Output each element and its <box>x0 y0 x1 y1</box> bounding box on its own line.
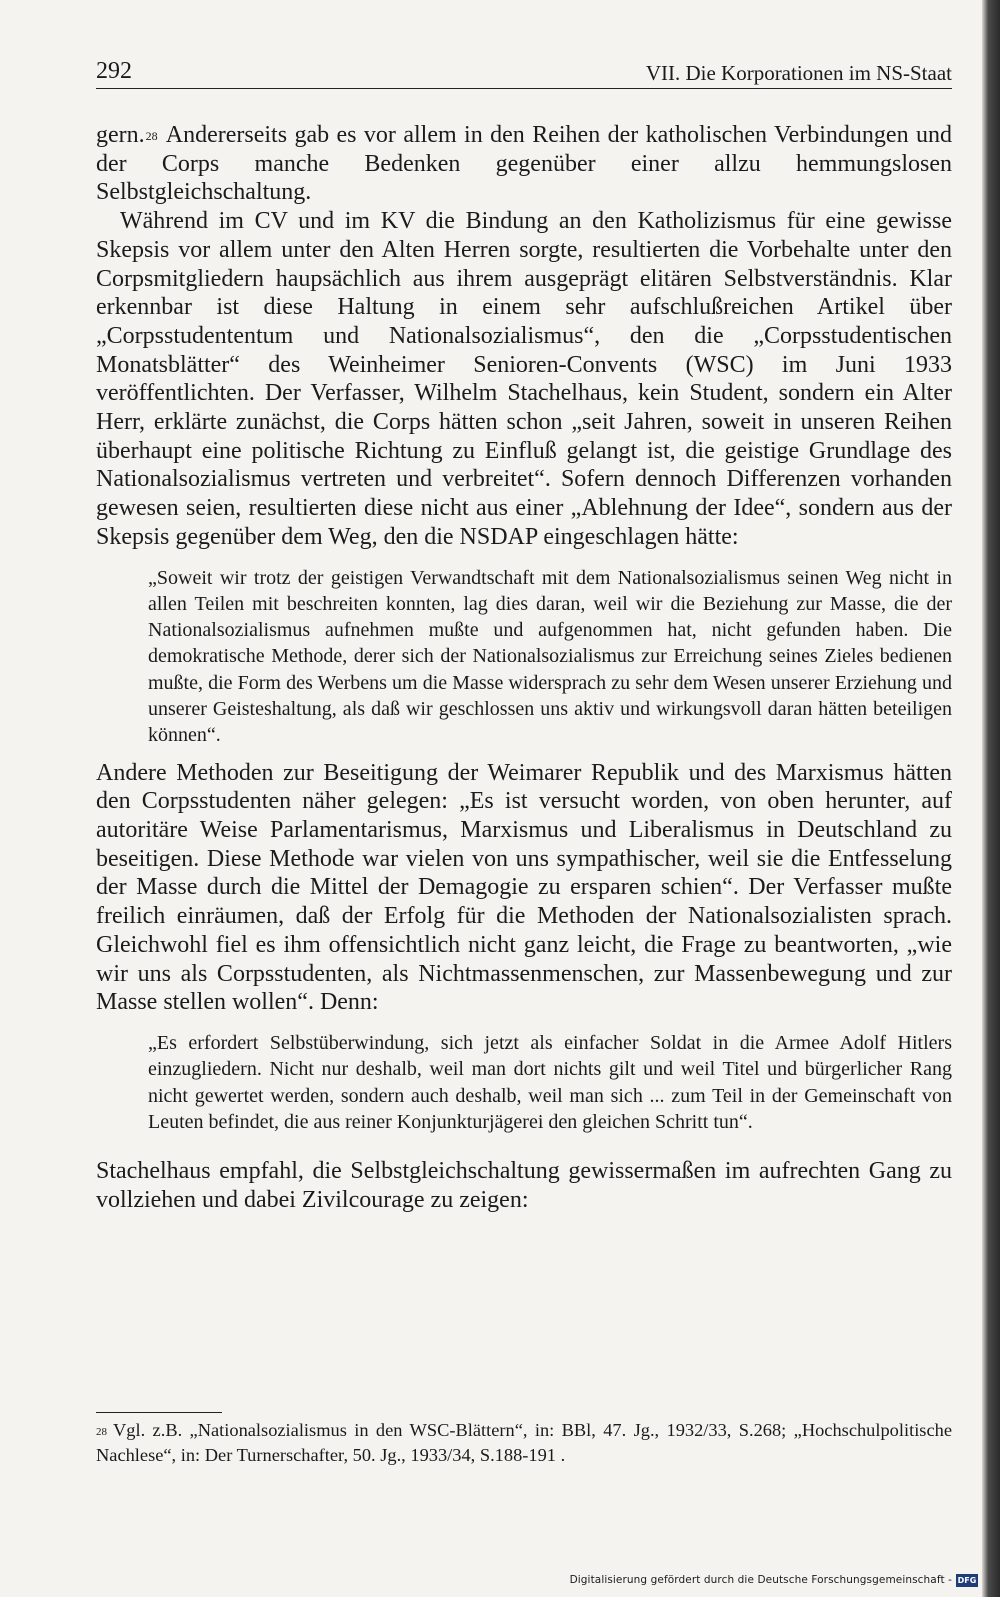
footnote-divider <box>96 1412 222 1413</box>
block-quote-1: „Soweit wir trotz der geistigen Verwandtschaft mit dem Nationalsozialismus seinen Weg nicht in allen Teilen mit beschreiten konnten, lag dies daran, weil wir die Beziehung zur Masse, die der Nationalsozialismus aufnehmen mußte und aufgenommen hat, nicht gefunden haben. Die demokratische Methode, derer sich der Nationalsozialismus zur Erreichung seines Zieles bedienen mußte, die Form des Werbens um die Masse widersprach zu sehr dem Wesen unserer Erziehung und unserer Geisteshaltung, als daß wir geschlossen uns aktiv und wirkungsvoll daran hätten beteiligen können“. <box>148 566 952 747</box>
paragraph-4: Stachelhaus empfahl, die Selbstgleichschaltung gewissermaßen im aufrechten Gang zu vollziehen und dabei Zivilcourage zu zeigen: <box>96 1158 952 1213</box>
footnote-number: 28 <box>96 1426 107 1438</box>
scan-page-edge <box>982 0 1000 1597</box>
paragraph-1 <box>96 121 952 207</box>
footnote <box>96 1418 952 1468</box>
running-head: VII. Die Korporationen im NS-Staat <box>645 61 952 85</box>
footnote-reference[interactable]: 28 <box>145 129 158 143</box>
paragraph-3: Andere Methoden zur Beseitigung der Weimarer Republik und des Marxismus hätten den Corpsstudenten näher gelegen: „Es ist versucht worden, von oben herunter, auf autoritäre Weise Parlamentarismus, Marxismus und Liberalismus in Deutschland zu beseitigen. Diese Methode war vielen von uns sympathischer, weil sie die Entfesselung der Masse durch die Mittel der Demagogie zu ersparen schien“. Der Verfasser mußte freilich einräumen, daß der Erfolg für die Methoden der Nationalsozialisten sprach. Gleichwohl fiel es ihm offensichtlich nicht ganz leicht, die Frage zu beantworten, „wie wir uns als Corpsstudenten, als Nichtmassenmenschen, zur Massenbewegung und zur Masse stellen wollen“. Denn: <box>96 759 952 1016</box>
page-number: 292 <box>96 58 132 84</box>
paragraph-1-start: gern. <box>96 122 145 148</box>
block-quote-2: „Es erfordert Selbstüberwindung, sich jetzt als einfacher Soldat in die Armee Adolf Hitlers einzugliedern. Nicht nur deshalb, weil man dort nichts gilt und weil Titel und bürgerlicher Rang nicht gewertet werden, sondern auch deshalb, weil man sich ... zum Teil in der Gemeinschaft von Leuten befindet, die aus reiner Konjunkturjägerei den gleichen Schritt tun“. <box>148 1031 952 1133</box>
page-header <box>96 58 952 89</box>
body-text <box>96 121 952 1215</box>
dfg-logo: DFG <box>957 1576 977 1585</box>
digitization-credit: Digitalisierung gefördert durch die Deutsche Forschungsgemeinschaft - <box>569 1574 952 1586</box>
paragraph-1-rest: Andererseits gab es vor allem in den Reihen der katholischen Verbindungen und der Corps manche Bedenken gegenüber einer allzu hemmungslosen Selbstgleichschaltung. <box>96 122 952 206</box>
paragraph-2: Während im CV und im KV die Bindung an den Katholizismus für eine gewisse Skepsis vor allem unter den Alten Herren sorgte, resultierten die Vorbehalte unter den Corpsmitgliedern haupsächlich aus ihrem ausgeprägt elitären Selbstverständnis. Klar erkennbar ist diese Haltung in einem sehr aufschlußreichen Artikel über „Corpsstudententum und Nationalsozialismus“, den die „Corpsstudentischen Monatsblätter“ des Weinheimer Senioren-Convents (WSC) im Juni 1933 veröffentlichten. Der Verfasser, Wilhelm Stachelhaus, kein Student, sondern ein Alter Herr, erklärte zunächst, die Corps hätten schon „seit Jahren, soweit in unseren Reihen überhaupt eine politische Richtung zu Einfluß gelangt ist, die geistige Grundlage des Nationalsozialismus vertreten und verbreitet“. Sofern dennoch Differenzen vorhanden gewesen seien, resultierten diese nicht aus einer „Ablehnung der Idee“, sondern aus der Skepsis gegenüber dem Weg, den die NSDAP eingeschlagen hätte: <box>96 208 952 550</box>
footnote-text: Vgl. z.B. „Nationalsozialismus in den WSC-Blättern“, in: BBl, 47. Jg., 1932/33, S.268; „Hochschulpolitische Nachlese“, in: Der Turnerschafter, 50. Jg., 1933/34, S.188-191 . <box>96 1420 952 1465</box>
